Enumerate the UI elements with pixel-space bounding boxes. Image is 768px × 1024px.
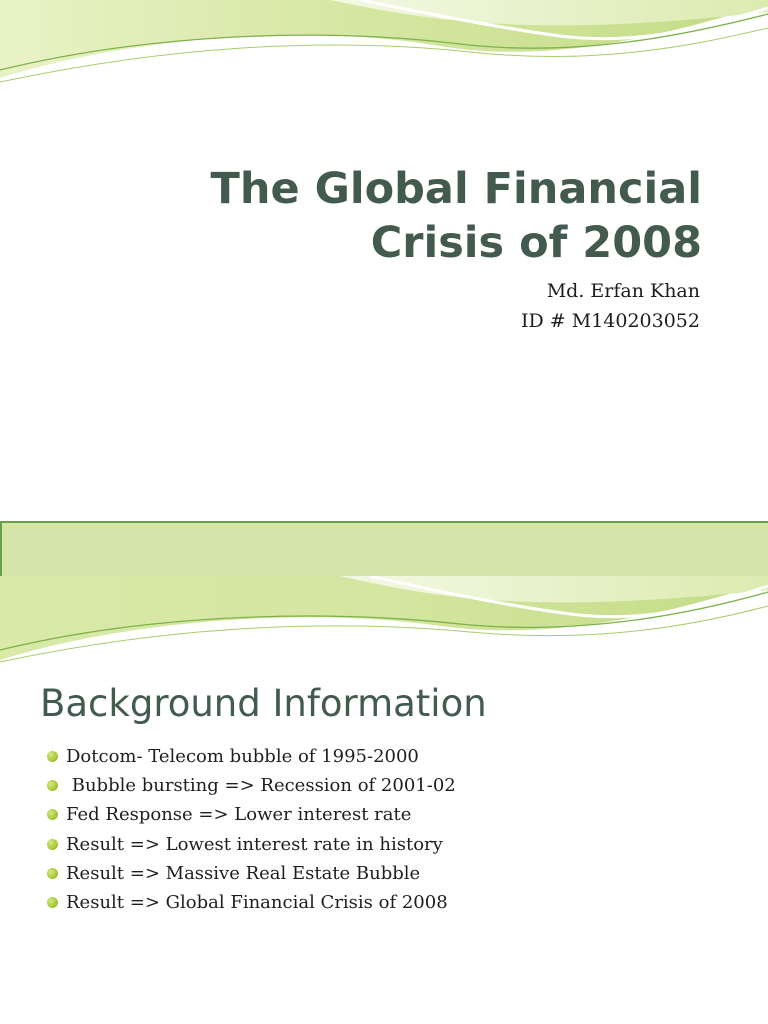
- bullet-dot-icon: [47, 897, 58, 908]
- bullet-dot-icon: [47, 809, 58, 820]
- swoosh-decoration-top: [0, 576, 768, 666]
- list-item: [46, 830, 456, 859]
- title-line-1: The Global Financial: [210, 164, 702, 214]
- slide-heading: Background Information: [40, 682, 487, 725]
- bullet-text: Bubble bursting => Recession of 2001-02: [66, 775, 456, 797]
- title-line-2: Crisis of 2008: [370, 218, 702, 268]
- swoosh-decoration-top: [0, 0, 768, 90]
- author-name: Md. Erfan Khan: [546, 280, 700, 302]
- list-item: [46, 800, 456, 829]
- bullet-text: Fed Response => Lower interest rate: [66, 804, 412, 826]
- bullet-text: Result => Lowest interest rate in history: [66, 833, 443, 855]
- bullet-text: Dotcom- Telecom bubble of 1995-2000: [66, 746, 419, 767]
- list-item: [46, 771, 456, 800]
- presentation-title: [211, 162, 703, 270]
- bullet-dot-icon: [47, 780, 58, 791]
- slide-divider-band: [0, 521, 768, 576]
- list-item: [46, 742, 456, 771]
- list-item: [46, 888, 456, 917]
- bullet-dot-icon: [47, 868, 58, 879]
- student-id: ID # M140203052: [521, 310, 700, 332]
- background-slide: [0, 576, 768, 1024]
- bullet-text: Result => Massive Real Estate Bubble: [66, 862, 421, 884]
- bullet-list: [46, 742, 456, 917]
- presenter-info: [521, 276, 700, 336]
- bullet-dot-icon: [47, 751, 58, 762]
- bullet-dot-icon: [47, 839, 58, 850]
- bullet-text: Result => Global Financial Crisis of 2008: [66, 891, 448, 913]
- list-item: [46, 859, 456, 888]
